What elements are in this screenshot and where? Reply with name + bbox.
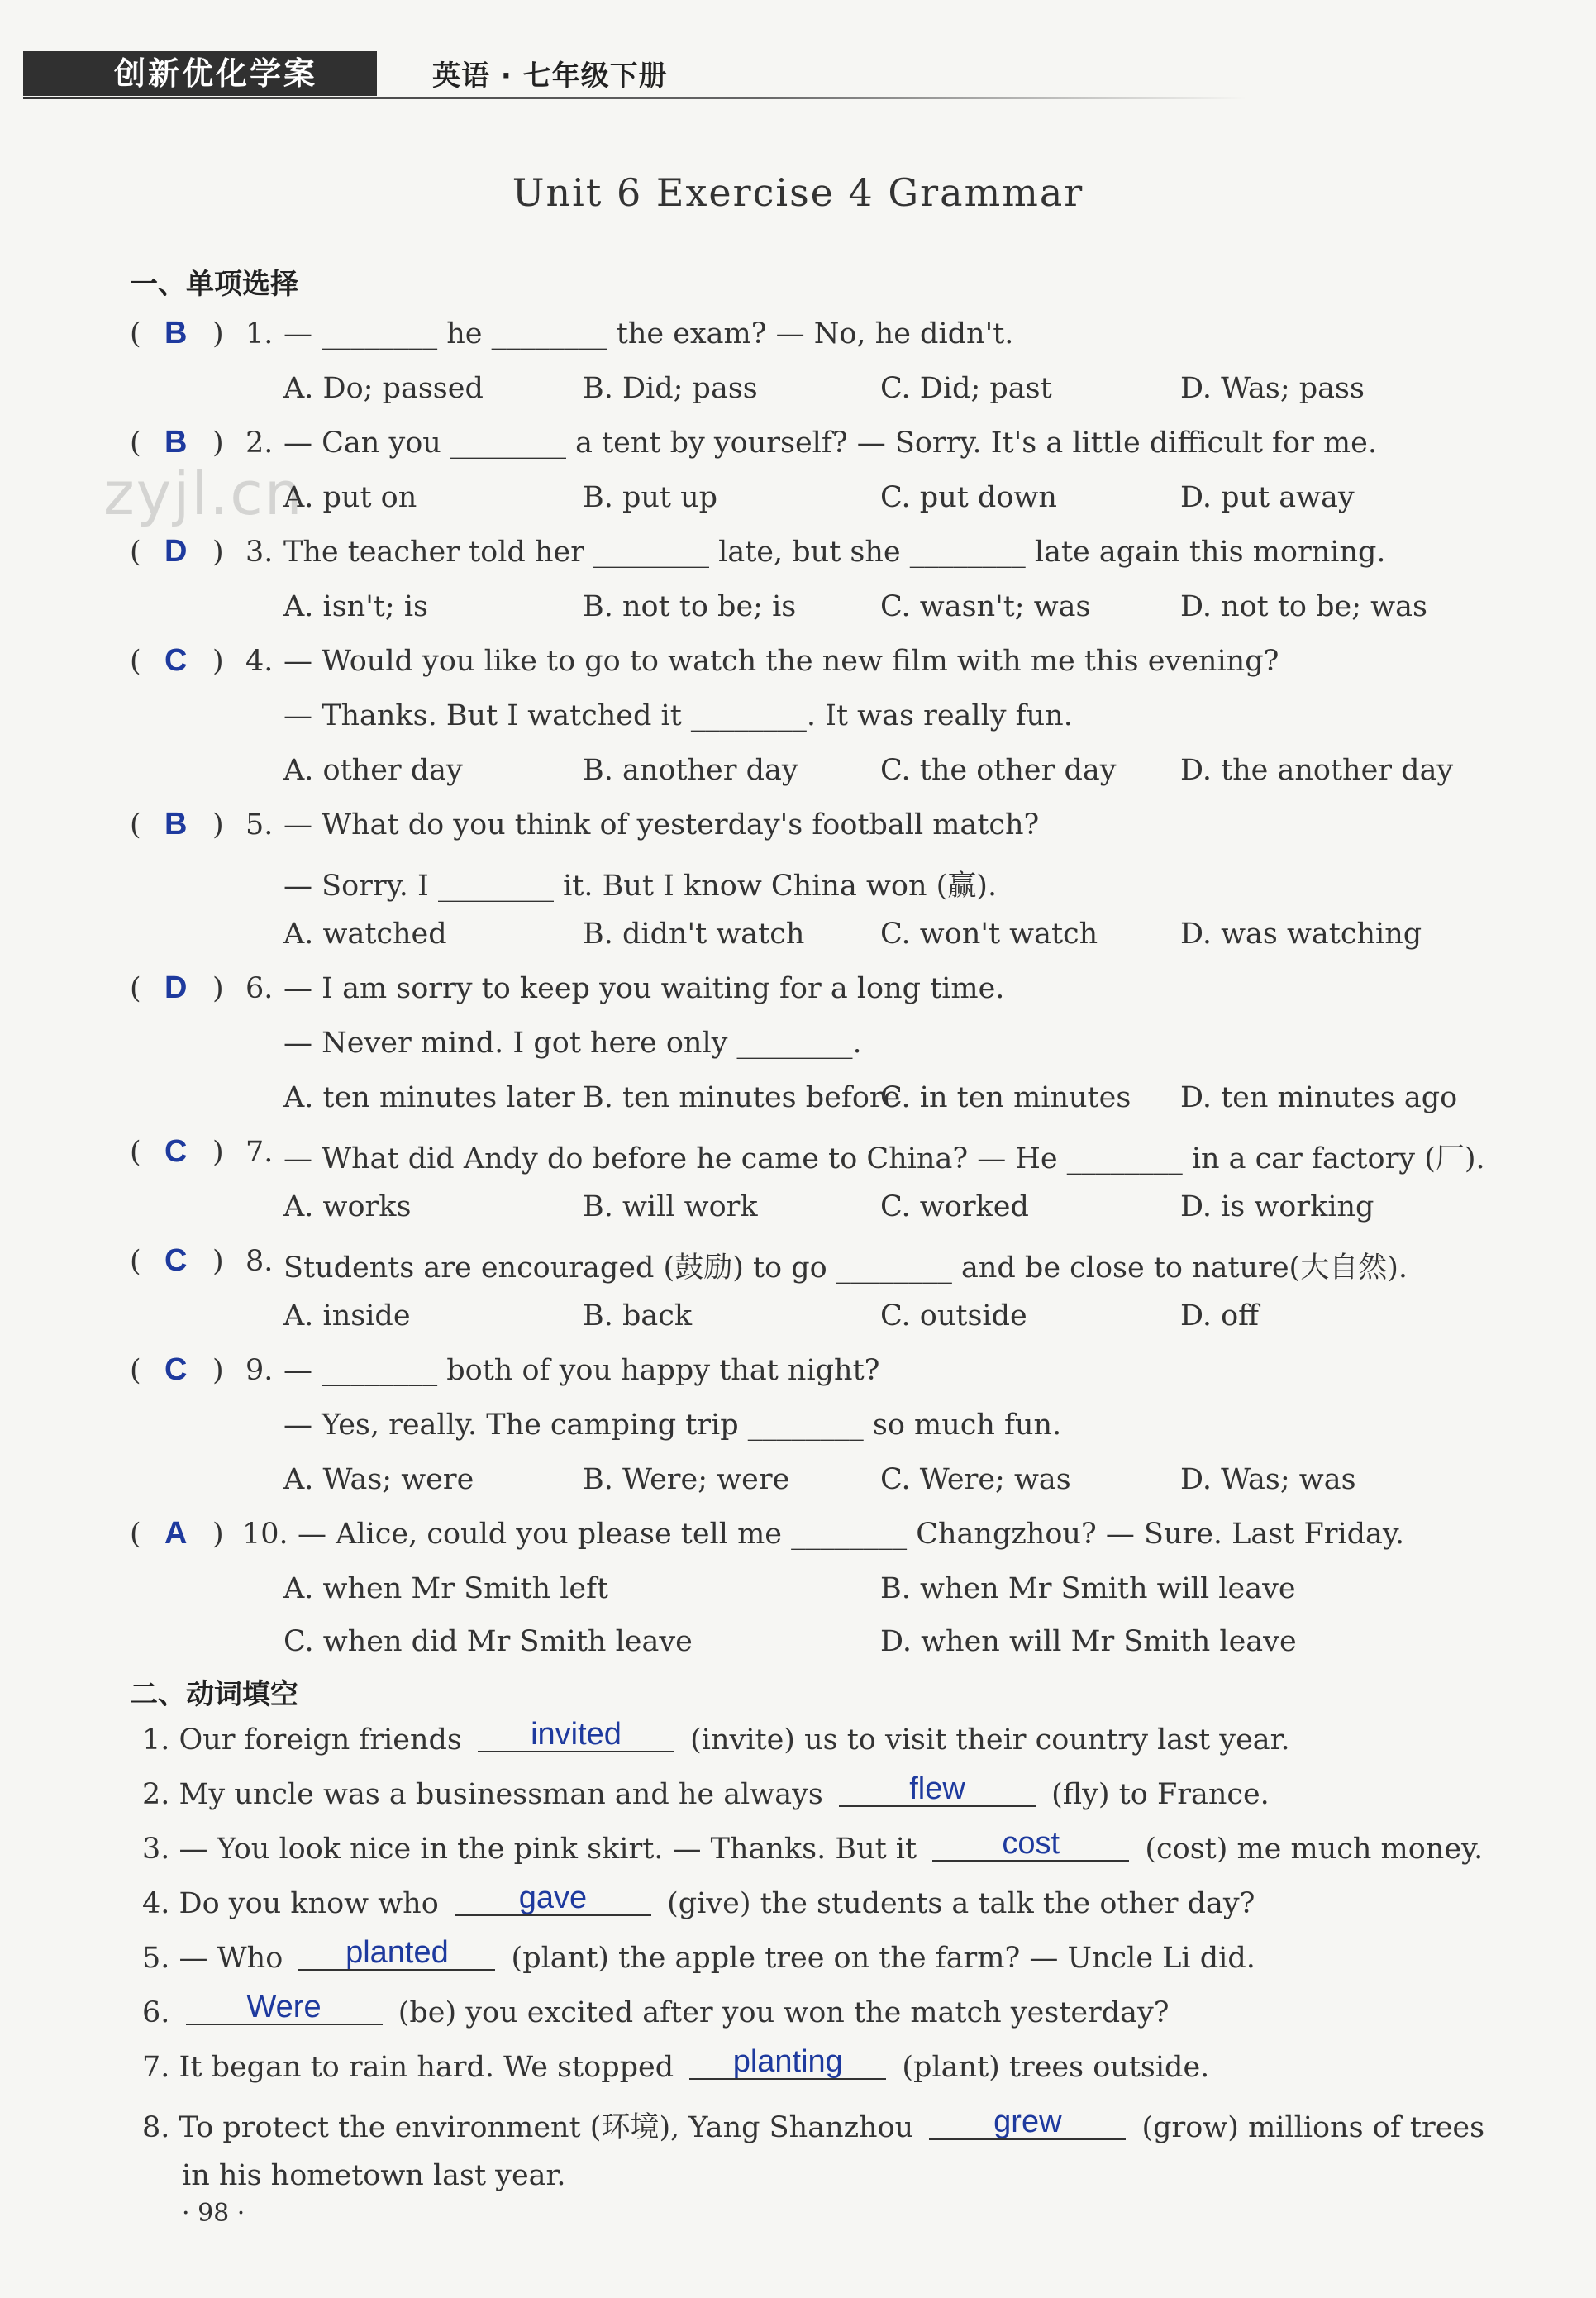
subject-label: 英语 · 七年级下册 [432, 60, 668, 93]
page-number: · 98 · [182, 2199, 245, 2228]
item-text-after: (grow) millions of trees [1141, 2111, 1485, 2144]
item-text-after: (cost) me much money. [1145, 1833, 1484, 1866]
answer-letter: C [164, 1243, 188, 1278]
page-header [23, 51, 1246, 99]
answer-fill: planted [298, 1936, 495, 1971]
question-number: 5. [245, 808, 274, 841]
option: B. ten minutes before [583, 1081, 901, 1114]
item-number: 7. [142, 2051, 170, 2084]
item-text-before: It began to rain hard. We stopped [179, 2051, 674, 2084]
section-heading-verb-fill: 二、动词填空 [130, 1678, 298, 1711]
item-text-after: (plant) trees outside. [902, 2051, 1210, 2084]
fill-item-8-continuation: in his hometown last year. [182, 2159, 566, 2192]
fill-item-5 [142, 1935, 1255, 1976]
answer-paren: ( B ) [130, 316, 224, 350]
item-number: 8. [142, 2111, 170, 2144]
option: C. Were; was [880, 1463, 1071, 1496]
answer-fill: gave [455, 1881, 651, 1916]
option: A. other day [283, 754, 463, 787]
question-number: 4. [245, 645, 274, 678]
watermark: zyjl.cn [103, 459, 304, 528]
item-text-before: — You look nice in the pink skirt. — Thanks. But it [179, 1833, 917, 1866]
option: A. watched [283, 918, 447, 951]
answer-letter: B [164, 425, 188, 460]
answer-letter: B [164, 807, 188, 841]
option: A. isn't; is [283, 590, 428, 623]
answer-fill: flew [839, 1772, 1036, 1807]
option: D. was watching [1180, 918, 1422, 951]
answer-letter: D [164, 970, 188, 1005]
option: A. inside [283, 1299, 411, 1333]
question-text: — What do you think of yesterday's football match? [283, 808, 1040, 841]
item-number: 1. [142, 1724, 170, 1757]
question-text: Students are encouraged (鼓励) to go ________ and be close to nature(大自然). [283, 1252, 1408, 1285]
answer-fill: grew [929, 2105, 1126, 2140]
option: C. worked [880, 1190, 1029, 1223]
question-text: — What did Andy do before he came to China? — He ________ in a car factory (厂). [283, 1142, 1485, 1175]
option: D. not to be; was [1180, 590, 1427, 623]
option: D. when will Mr Smith leave [880, 1625, 1297, 1658]
question-number: 9. [245, 1354, 274, 1387]
fill-item-1 [142, 1717, 1290, 1757]
question-text-line: — Sorry. I ________ it. But I know China won (赢). [283, 870, 998, 903]
question-text: — I am sorry to keep you waiting for a long time. [283, 972, 1005, 1005]
item-text-after: (fly) to France. [1051, 1778, 1270, 1811]
fill-item-3 [142, 1826, 1484, 1867]
option: A. ten minutes later [283, 1081, 575, 1114]
item-text-before: Do you know who [179, 1887, 439, 1920]
item-text-after: (invite) us to visit their country last year. [690, 1724, 1290, 1757]
item-number: 6. [142, 1996, 170, 2029]
option: C. the other day [880, 754, 1117, 787]
option: B. not to be; is [583, 590, 797, 623]
option: C. Did; past [880, 372, 1052, 405]
question-number: 6. [245, 972, 274, 1005]
question-text: — ________ he ________ the exam? — No, he didn't. [283, 317, 1014, 350]
option: D. Was; pass [1180, 372, 1365, 405]
question-number: 10. [242, 1518, 288, 1551]
fill-item-8 [142, 2105, 1484, 2146]
item-text-before: Our foreign friends [179, 1724, 462, 1757]
item-number: 4. [142, 1887, 170, 1920]
option: C. outside [880, 1299, 1027, 1333]
option: B. another day [583, 754, 798, 787]
option: D. put away [1180, 481, 1355, 514]
question-number: 8. [245, 1245, 274, 1278]
question-text: — Can you ________ a tent by yourself? — Sorry. It's a little difficult for me. [283, 427, 1377, 460]
answer-fill: Were [186, 1990, 383, 2025]
option: D. the another day [1180, 754, 1454, 787]
page-title: Unit 6 Exercise 4 Grammar [512, 170, 1084, 215]
item-text-before: My uncle was a businessman and he always [179, 1778, 823, 1811]
answer-fill: planting [689, 2045, 886, 2080]
item-number: 2. [142, 1778, 170, 1811]
option: D. ten minutes ago [1180, 1081, 1458, 1114]
question-number: 1. [245, 317, 274, 350]
question-text: The teacher told her ________ late, but she ________ late again this morning. [283, 536, 1386, 569]
answer-letter: C [164, 643, 188, 678]
item-text-after: (plant) the apple tree on the farm? — Uncle Li did. [511, 1942, 1255, 1975]
answer-letter: D [164, 534, 188, 569]
brand-logo: 创新优化学案 [23, 51, 377, 96]
answer-fill: invited [478, 1718, 674, 1752]
item-text-after: (be) you excited after you won the match yesterday? [398, 1996, 1170, 2029]
option: B. when Mr Smith will leave [880, 1572, 1296, 1605]
item-text-before: — Who [179, 1942, 283, 1975]
question-text: — Alice, could you please tell me ________ Changzhou? — Sure. Last Friday. [298, 1518, 1405, 1551]
option: C. when did Mr Smith leave [283, 1625, 693, 1658]
fill-item-2 [142, 1771, 1270, 1812]
answer-fill: cost [932, 1827, 1129, 1862]
option: B. will work [583, 1190, 758, 1223]
option: A. Was; were [283, 1463, 474, 1496]
answer-letter: A [164, 1516, 188, 1551]
question-text-line: — Yes, really. The camping trip ________ so much fun. [283, 1409, 1062, 1442]
header-rule [23, 97, 1246, 99]
question-text: — ________ both of you happy that night? [283, 1354, 880, 1387]
question-number: 2. [245, 427, 274, 460]
option: B. Were; were [583, 1463, 790, 1496]
option: C. wasn't; was [880, 590, 1091, 623]
item-number: 3. [142, 1833, 170, 1866]
question-text: — Would you like to go to watch the new film with me this evening? [283, 645, 1279, 678]
item-number: 5. [142, 1942, 170, 1975]
option: C. in ten minutes [880, 1081, 1131, 1114]
option: A. put on [283, 481, 417, 514]
option: A. Do; passed [283, 372, 484, 405]
question-number: 7. [245, 1136, 274, 1169]
option: D. is working [1180, 1190, 1374, 1223]
option: B. put up [583, 481, 718, 514]
question-number: 3. [245, 536, 274, 569]
answer-letter: B [164, 316, 188, 350]
question-text-line: — Thanks. But I watched it ________. It was really fun. [283, 699, 1073, 732]
option: A. when Mr Smith left [283, 1572, 609, 1605]
item-text-before: To protect the environment (环境), Yang Shanzhou [179, 2111, 914, 2144]
option: D. Was; was [1180, 1463, 1356, 1496]
fill-item-6 [142, 1990, 1170, 2030]
section-heading-multiple-choice: 一、单项选择 [130, 268, 298, 301]
option: C. put down [880, 481, 1057, 514]
option: D. off [1180, 1299, 1260, 1333]
item-text-after: (give) the students a talk the other day? [667, 1887, 1255, 1920]
fill-item-7 [142, 2044, 1210, 2085]
answer-letter: C [164, 1134, 188, 1169]
option: B. didn't watch [583, 918, 805, 951]
option: B. back [583, 1299, 693, 1333]
answer-letter: C [164, 1352, 188, 1387]
option: A. works [283, 1190, 412, 1223]
option: B. Did; pass [583, 372, 758, 405]
fill-item-4 [142, 1881, 1255, 1921]
option: C. won't watch [880, 918, 1098, 951]
question-text-line: — Never mind. I got here only ________. [283, 1027, 862, 1060]
